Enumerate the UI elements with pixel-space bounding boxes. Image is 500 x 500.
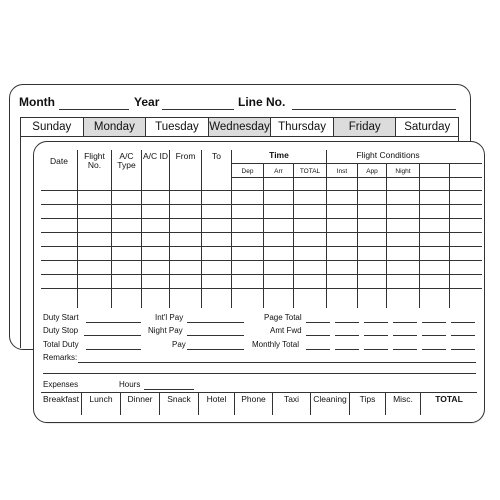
total-duty-label: Total Duty [43,340,79,349]
total-blank[interactable] [451,322,475,323]
line-no-field[interactable] [292,109,456,110]
day-friday: Friday [334,118,397,136]
col-divider [111,150,112,308]
total-blank[interactable] [393,322,417,323]
log-row-line [41,246,482,247]
day-saturday: Saturday [404,121,451,133]
total-blank[interactable] [393,349,417,350]
total-blank[interactable] [335,349,359,350]
expense-lunch: Lunch [82,393,121,415]
log-row-line [41,204,482,205]
expense-dinner: Dinner [121,393,160,415]
month-label: Month [19,95,55,109]
flight-log-card [33,141,485,423]
log-row-line [41,260,482,261]
page-total-label: Page Total [264,313,302,322]
pay-label: Pay [172,340,186,349]
year-label: Year [134,95,160,109]
expense-hotel: Hotel [199,393,235,415]
duty-stop-label: Duty Stop [43,326,79,335]
total-blank[interactable] [422,335,446,336]
total-duty-field[interactable] [86,349,141,350]
expenses-row [41,392,477,415]
weekday-header-row [21,118,458,137]
log-row-line [41,232,482,233]
total-blank[interactable] [451,335,475,336]
col-divider [263,163,264,308]
col-flight-conditions: Flight Conditions [356,150,420,160]
total-blank[interactable] [364,349,388,350]
expense-tips: Tips [350,393,386,415]
expense-total: TOTAL [435,394,463,404]
total-blank[interactable] [306,322,330,323]
expense-misc: Misc. [386,393,421,415]
total-blank[interactable] [306,349,330,350]
month-field[interactable] [59,109,129,110]
expense-snack: Snack [160,393,199,415]
col-flight-no: Flight No. [84,151,105,170]
duty-start-field[interactable] [86,322,141,323]
total-blank[interactable] [306,335,330,336]
log-row-line [41,288,482,289]
col-divider [77,150,78,308]
intl-pay-field[interactable] [187,322,244,323]
col-dep: Dep [241,168,254,175]
duty-start-label: Duty Start [43,313,79,322]
col-from: From [175,151,196,161]
col-ac-type: A/C Type [117,151,136,170]
total-blank[interactable] [422,322,446,323]
expense-taxi: Taxi [273,393,311,415]
col-divider [449,163,450,308]
expenses-label: Expenses [43,380,79,389]
remarks-field-line2[interactable] [43,373,476,374]
flight-log-grid [41,150,482,308]
col-divider [141,150,142,308]
col-divider [201,150,202,308]
intl-pay-label: Int'l Pay [155,313,184,322]
remarks-field[interactable] [78,362,476,363]
col-total: TOTAL [299,168,321,175]
pay-field[interactable] [187,349,244,350]
day-tuesday: Tuesday [146,118,209,136]
log-row-line [41,274,482,275]
expense-breakfast: Breakfast [41,393,82,415]
col-app: App [366,168,378,175]
col-to: To [212,151,221,161]
duty-stop-field[interactable] [84,335,141,336]
col-divider [357,163,358,308]
day-monday: Monday [84,118,147,136]
total-blank[interactable] [393,335,417,336]
remarks-label: Remarks: [43,353,78,362]
total-blank[interactable] [422,349,446,350]
col-ac-id: A/C ID [142,151,169,161]
day-thursday: Thursday [271,118,334,136]
total-blank[interactable] [364,335,388,336]
log-row-line [41,218,482,219]
line-no-label: Line No. [238,95,286,109]
total-blank[interactable] [335,335,359,336]
day-wednesday: Wednesday [209,118,272,136]
col-arr: Arr [274,168,283,175]
night-pay-label: Night Pay [148,326,183,335]
monthly-total-label: Monthly Total [252,340,299,349]
col-night: Night [395,168,411,175]
day-sunday: Sunday [21,118,84,136]
amt-fwd-label: Amt Fwd [270,326,302,335]
hours-field[interactable] [144,389,194,390]
total-blank[interactable] [364,322,388,323]
expense-cleaning: Cleaning [311,393,350,415]
col-divider [386,163,387,308]
total-blank[interactable] [335,322,359,323]
col-time: Time [269,150,289,160]
night-pay-field[interactable] [187,335,244,336]
col-divider [419,163,420,308]
col-divider [293,163,294,308]
col-inst: Inst [336,168,348,175]
col-divider [169,150,170,308]
year-field[interactable] [162,109,234,110]
hours-label: Hours [119,380,141,389]
total-blank[interactable] [451,349,475,350]
col-date: Date [50,156,68,166]
header-bottom-line [41,190,482,191]
expense-phone: Phone [235,393,273,415]
